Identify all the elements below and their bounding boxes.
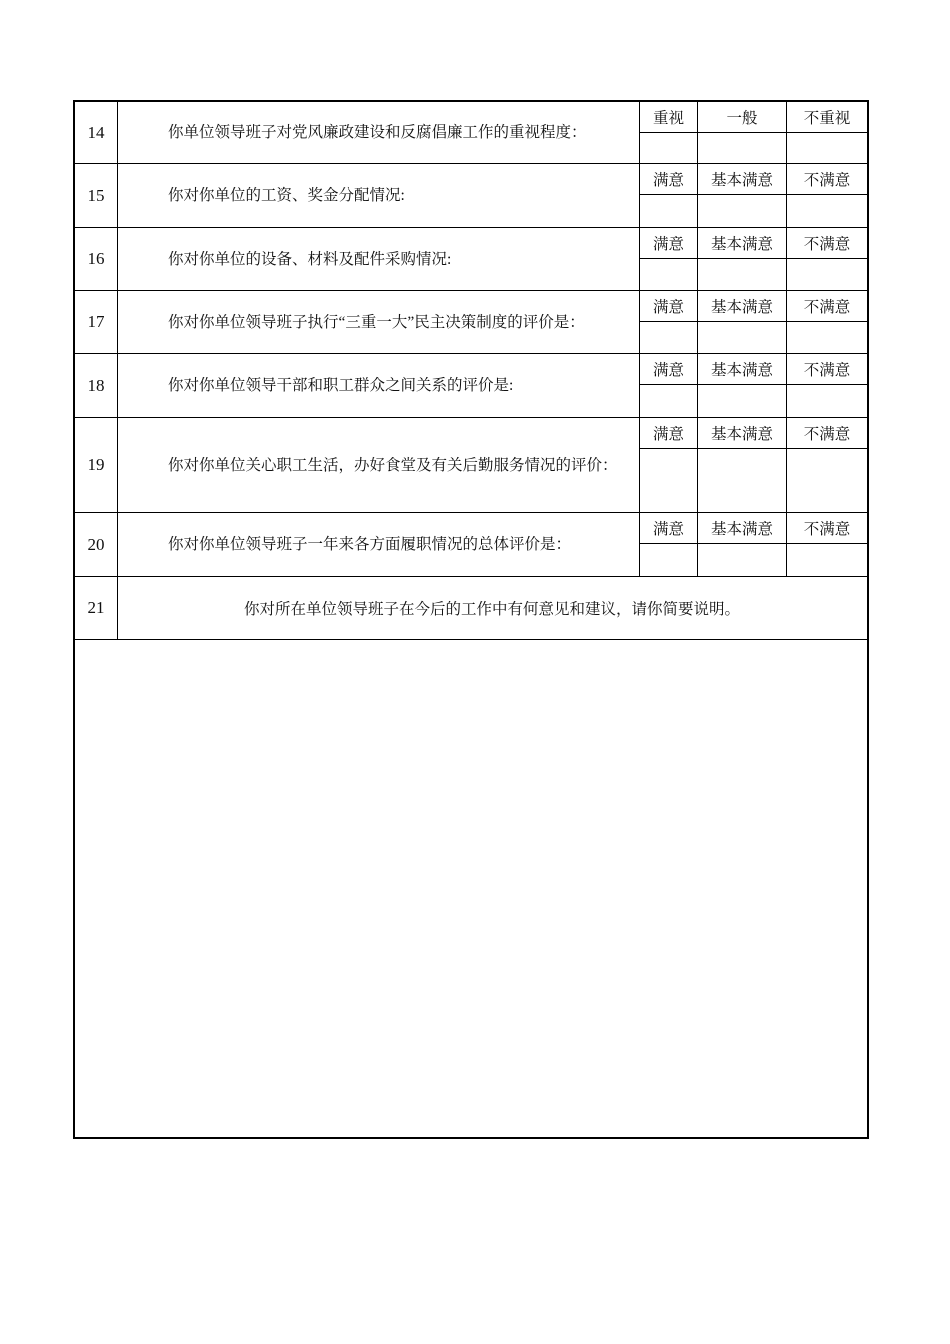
question-row-17 (75, 291, 867, 354)
option-label: 满意 (640, 228, 698, 258)
question-row-20 (75, 513, 867, 577)
answer-box[interactable] (698, 322, 787, 353)
question-number: 18 (75, 354, 118, 417)
answer-box[interactable] (698, 195, 787, 227)
option-label: 满意 (640, 164, 698, 194)
question-text: 你对你单位关心职工生活，办好食堂及有关后勤服务情况的评价： (117, 418, 640, 512)
answer-box[interactable] (787, 259, 867, 290)
question-number: 21 (75, 577, 118, 639)
question-number: 17 (75, 291, 118, 353)
answer-options (640, 513, 867, 576)
survey-table (73, 100, 869, 1139)
option-label: 不满意 (803, 236, 851, 253)
answer-options (640, 418, 867, 512)
option-label: 基本满意 (698, 164, 787, 194)
option-label: 不重视 (803, 110, 851, 127)
option-label: 重视 (640, 102, 698, 132)
answer-box[interactable] (787, 322, 867, 353)
question-number: 15 (75, 164, 118, 227)
answer-box[interactable] (787, 385, 867, 417)
question-row-14 (75, 102, 867, 164)
option-label: 不满意 (803, 299, 851, 316)
question-text: 你单位领导班子对党风廉政建设和反腐倡廉工作的重视程度： (117, 102, 640, 163)
option-label: 满意 (640, 354, 698, 384)
question-text: 你对你单位领导干部和职工群众之间关系的评价是: (117, 354, 640, 417)
option-label: 满意 (640, 513, 698, 543)
question-number: 14 (75, 102, 118, 163)
answer-options (640, 164, 867, 227)
option-label: 不满意 (803, 172, 851, 189)
answer-box[interactable] (787, 544, 867, 576)
question-number: 19 (75, 418, 118, 512)
question-text: 你对你单位的设备、材料及配件采购情况: (117, 228, 640, 290)
option-label: 不满意 (803, 521, 851, 538)
answer-box[interactable] (698, 385, 787, 417)
answer-box[interactable] (640, 544, 698, 576)
option-label: 不满意 (803, 362, 851, 379)
answer-box[interactable] (698, 259, 787, 290)
option-label: 不满意 (803, 426, 851, 443)
question-row-21 (75, 577, 867, 640)
answer-box[interactable] (640, 259, 698, 290)
answer-options (640, 291, 867, 353)
answer-box[interactable] (640, 385, 698, 417)
answer-box[interactable] (698, 544, 787, 576)
question-number: 16 (75, 228, 118, 290)
question-text: 你对你单位的工资、奖金分配情况: (117, 164, 640, 227)
question-row-18 (75, 354, 867, 418)
answer-box[interactable] (787, 133, 867, 163)
answer-box[interactable] (640, 322, 698, 353)
question-row-15 (75, 164, 867, 228)
answer-options (640, 228, 867, 290)
question-row-19 (75, 418, 867, 513)
open-answer-area[interactable] (75, 640, 867, 1137)
question-text: 你对你单位领导班子执行“三重一大”民主决策制度的评价是： (117, 291, 640, 353)
answer-options (640, 102, 867, 163)
question-number: 20 (75, 513, 118, 576)
option-label: 基本满意 (698, 513, 787, 543)
answer-box[interactable] (640, 133, 698, 163)
option-label: 基本满意 (698, 354, 787, 384)
answer-box[interactable] (787, 449, 867, 512)
answer-options (640, 354, 867, 417)
option-label: 满意 (640, 418, 698, 448)
open-question-text: 你对所在单位领导班子在今后的工作中有何意见和建议，请你简要说明。 (243, 601, 740, 618)
answer-box[interactable] (640, 449, 698, 512)
option-label: 满意 (640, 291, 698, 321)
option-label: 一般 (698, 102, 787, 132)
option-label: 基本满意 (698, 228, 787, 258)
option-label: 基本满意 (698, 291, 787, 321)
question-text: 你对你单位领导班子一年来各方面履职情况的总体评价是： (117, 513, 640, 576)
answer-box[interactable] (787, 195, 867, 227)
answer-box[interactable] (698, 133, 787, 163)
option-label: 基本满意 (698, 418, 787, 448)
question-row-16 (75, 228, 867, 291)
answer-box[interactable] (698, 449, 787, 512)
answer-box[interactable] (640, 195, 698, 227)
